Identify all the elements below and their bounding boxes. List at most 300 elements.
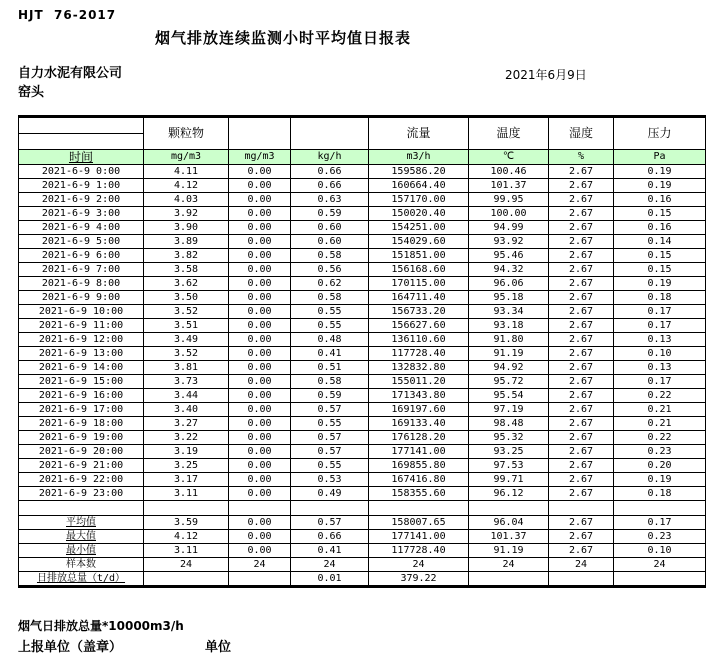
value-cell: 0.13	[614, 333, 706, 347]
value-cell: 156627.60	[369, 319, 469, 333]
hour-row	[19, 417, 706, 431]
value-cell: 0.13	[614, 361, 706, 375]
value-cell: 93.25	[469, 445, 549, 459]
col-header-pressure: 压力	[614, 117, 706, 150]
value-cell: 2.67	[549, 333, 614, 347]
time-column-label-cell	[19, 150, 144, 165]
value-cell: 176128.20	[369, 431, 469, 445]
value-cell: 3.27	[144, 417, 229, 431]
summary-label-cell	[19, 572, 144, 587]
time-cell: 2021-6-9 18:00	[19, 417, 144, 431]
value-cell: 3.11	[144, 544, 229, 558]
value-cell: 97.19	[469, 403, 549, 417]
value-cell: 0.14	[614, 235, 706, 249]
value-cell: 0.00	[229, 361, 291, 375]
value-cell: 4.11	[144, 165, 229, 179]
value-cell: 0.19	[614, 473, 706, 487]
value-cell: 0.10	[614, 347, 706, 361]
time-cell: 2021-6-9 14:00	[19, 361, 144, 375]
time-cell: 2021-6-9 3:00	[19, 207, 144, 221]
value-cell: 2.67	[549, 417, 614, 431]
value-cell: 2.67	[549, 530, 614, 544]
summary-label-cell	[19, 558, 144, 572]
value-cell: 0.59	[291, 389, 369, 403]
hour-row	[19, 221, 706, 235]
value-cell: 100.00	[469, 207, 549, 221]
value-cell: 0.19	[614, 179, 706, 193]
value-cell: 94.92	[469, 361, 549, 375]
empty-cell	[19, 501, 144, 516]
summary-label-cell	[19, 516, 144, 530]
value-cell: 0.49	[291, 487, 369, 501]
empty-cell	[369, 501, 469, 516]
value-cell: 2.67	[549, 431, 614, 445]
value-cell: 3.44	[144, 389, 229, 403]
value-cell: 158355.60	[369, 487, 469, 501]
value-cell: 0.51	[291, 361, 369, 375]
value-cell: 157170.00	[369, 193, 469, 207]
summary-row	[19, 530, 706, 544]
value-cell: 0.58	[291, 291, 369, 305]
value-cell: 164711.40	[369, 291, 469, 305]
value-cell: 3.59	[144, 516, 229, 530]
value-cell: 0.16	[614, 221, 706, 235]
hour-row	[19, 193, 706, 207]
time-cell: 2021-6-9 1:00	[19, 179, 144, 193]
value-cell	[229, 572, 291, 587]
value-cell: 96.06	[469, 277, 549, 291]
value-cell: 95.32	[469, 431, 549, 445]
empty-cell	[549, 501, 614, 516]
value-cell: 132832.80	[369, 361, 469, 375]
time-cell: 2021-6-9 10:00	[19, 305, 144, 319]
value-cell: 0.00	[229, 235, 291, 249]
value-cell: 2.67	[549, 207, 614, 221]
value-cell: 2.67	[549, 361, 614, 375]
empty-cell	[229, 501, 291, 516]
value-cell: 0.00	[229, 263, 291, 277]
value-cell: 3.89	[144, 235, 229, 249]
report-title: 烟气排放连续监测小时平均值日报表	[155, 29, 412, 47]
value-cell: 0.56	[291, 263, 369, 277]
hour-row	[19, 473, 706, 487]
value-cell: 2.67	[549, 291, 614, 305]
value-cell: 171343.80	[369, 389, 469, 403]
col-header-blank-1	[229, 117, 291, 150]
value-cell: 0.57	[291, 516, 369, 530]
value-cell: 0.66	[291, 530, 369, 544]
col-header-flow: 流量	[369, 117, 469, 150]
footer-note: 烟气日排放总量*10000m3/h	[18, 619, 184, 633]
empty-cell	[291, 501, 369, 516]
time-cell: 2021-6-9 23:00	[19, 487, 144, 501]
value-cell: 3.90	[144, 221, 229, 235]
value-cell: 0.60	[291, 235, 369, 249]
value-cell: 0.22	[614, 389, 706, 403]
hour-row	[19, 235, 706, 249]
summary-label: 最小值	[66, 545, 96, 556]
value-cell: 3.51	[144, 319, 229, 333]
group-header-row	[19, 117, 706, 134]
value-cell: 0.00	[229, 417, 291, 431]
value-cell: 3.52	[144, 305, 229, 319]
value-cell: 3.49	[144, 333, 229, 347]
value-cell: 177141.00	[369, 530, 469, 544]
hour-row	[19, 375, 706, 389]
time-cell: 2021-6-9 4:00	[19, 221, 144, 235]
col-header-blank-2	[291, 117, 369, 150]
value-cell: 0.00	[229, 165, 291, 179]
hour-row	[19, 319, 706, 333]
value-cell: 3.58	[144, 263, 229, 277]
value-cell: 0.53	[291, 473, 369, 487]
unit-cell-percent: %	[549, 150, 614, 165]
company-name: 自力水泥有限公司	[18, 66, 123, 81]
time-cell: 2021-6-9 9:00	[19, 291, 144, 305]
value-cell: 96.04	[469, 516, 549, 530]
value-cell: 2.67	[549, 277, 614, 291]
value-cell: 0.18	[614, 487, 706, 501]
summary-label-cell	[19, 530, 144, 544]
value-cell: 24	[229, 558, 291, 572]
value-cell: 2.67	[549, 459, 614, 473]
value-cell: 2.67	[549, 263, 614, 277]
value-cell: 3.92	[144, 207, 229, 221]
hour-row	[19, 459, 706, 473]
value-cell: 2.67	[549, 193, 614, 207]
unit-cell-mgm3: mg/m3	[229, 150, 291, 165]
value-cell: 24	[291, 558, 369, 572]
value-cell: 99.71	[469, 473, 549, 487]
value-cell: 24	[549, 558, 614, 572]
value-cell: 24	[614, 558, 706, 572]
value-cell: 0.66	[291, 179, 369, 193]
summary-row	[19, 558, 706, 572]
value-cell: 2.67	[549, 487, 614, 501]
value-cell: 2.67	[549, 445, 614, 459]
time-cell: 2021-6-9 0:00	[19, 165, 144, 179]
value-cell: 0.15	[614, 249, 706, 263]
value-cell: 0.00	[229, 389, 291, 403]
value-cell	[549, 572, 614, 587]
value-cell: 2.67	[549, 403, 614, 417]
hour-row	[19, 179, 706, 193]
value-cell: 0.00	[229, 333, 291, 347]
value-cell: 0.00	[229, 249, 291, 263]
time-cell: 2021-6-9 15:00	[19, 375, 144, 389]
value-cell: 2.67	[549, 389, 614, 403]
value-cell: 155011.20	[369, 375, 469, 389]
time-cell: 2021-6-9 21:00	[19, 459, 144, 473]
report-date: 2021年6月9日	[505, 68, 587, 82]
value-cell: 117728.40	[369, 347, 469, 361]
value-cell: 2.67	[549, 305, 614, 319]
value-cell: 93.92	[469, 235, 549, 249]
summary-label-cell	[19, 544, 144, 558]
value-cell: 0.21	[614, 403, 706, 417]
value-cell: 154251.00	[369, 221, 469, 235]
hour-row	[19, 431, 706, 445]
value-cell: 0.41	[291, 347, 369, 361]
value-cell: 0.15	[614, 263, 706, 277]
value-cell: 0.00	[229, 403, 291, 417]
unit-row	[19, 150, 706, 165]
value-cell: 24	[469, 558, 549, 572]
hour-row	[19, 249, 706, 263]
value-cell: 0.00	[229, 277, 291, 291]
time-cell: 2021-6-9 17:00	[19, 403, 144, 417]
value-cell: 2.67	[549, 347, 614, 361]
reporting-unit-label: 上报单位（盖章）	[18, 640, 123, 655]
value-cell: 150020.40	[369, 207, 469, 221]
value-cell: 0.00	[229, 516, 291, 530]
value-cell: 0.17	[614, 319, 706, 333]
value-cell: 156168.60	[369, 263, 469, 277]
hour-row	[19, 361, 706, 375]
time-cell: 2021-6-9 11:00	[19, 319, 144, 333]
value-cell: 3.17	[144, 473, 229, 487]
value-cell: 0.00	[229, 347, 291, 361]
value-cell: 3.19	[144, 445, 229, 459]
value-cell: 3.81	[144, 361, 229, 375]
summary-label: 平均值	[66, 517, 96, 528]
value-cell: 3.40	[144, 403, 229, 417]
value-cell: 91.19	[469, 544, 549, 558]
empty-cell	[469, 501, 549, 516]
value-cell: 0.66	[291, 165, 369, 179]
value-cell: 95.54	[469, 389, 549, 403]
value-cell: 0.17	[614, 516, 706, 530]
hour-row	[19, 487, 706, 501]
value-cell: 0.00	[229, 459, 291, 473]
unit-label: 单位	[205, 640, 232, 655]
value-cell: 0.00	[229, 221, 291, 235]
time-cell: 2021-6-9 6:00	[19, 249, 144, 263]
time-cell: 2021-6-9 2:00	[19, 193, 144, 207]
value-cell: 0.00	[229, 291, 291, 305]
value-cell: 0.00	[229, 431, 291, 445]
value-cell: 2.67	[549, 179, 614, 193]
value-cell: 379.22	[369, 572, 469, 587]
value-cell: 0.57	[291, 403, 369, 417]
value-cell: 0.17	[614, 375, 706, 389]
hour-row	[19, 333, 706, 347]
value-cell: 154029.60	[369, 235, 469, 249]
hour-row	[19, 347, 706, 361]
value-cell: 96.12	[469, 487, 549, 501]
value-cell: 95.46	[469, 249, 549, 263]
value-cell: 0.23	[614, 445, 706, 459]
unit-cell-celsius: ℃	[469, 150, 549, 165]
spacer-row	[19, 501, 706, 516]
value-cell: 3.25	[144, 459, 229, 473]
value-cell: 0.55	[291, 305, 369, 319]
hour-row	[19, 445, 706, 459]
value-cell: 24	[369, 558, 469, 572]
empty-cell	[614, 501, 706, 516]
col-header-particulate: 颗粒物	[144, 117, 229, 150]
time-cell: 2021-6-9 7:00	[19, 263, 144, 277]
value-cell: 0.20	[614, 459, 706, 473]
value-cell: 0.16	[614, 193, 706, 207]
value-cell: 0.00	[229, 473, 291, 487]
unit-cell-m3h: m3/h	[369, 150, 469, 165]
value-cell: 0.55	[291, 417, 369, 431]
value-cell: 93.18	[469, 319, 549, 333]
time-cell: 2021-6-9 20:00	[19, 445, 144, 459]
value-cell: 156733.20	[369, 305, 469, 319]
unit-cell-kgh: kg/h	[291, 150, 369, 165]
value-cell: 4.12	[144, 530, 229, 544]
summary-row	[19, 572, 706, 587]
hour-row	[19, 305, 706, 319]
summary-label: 日排放总量（t/d）	[36, 573, 126, 584]
value-cell: 169133.40	[369, 417, 469, 431]
summary-label: 样本数	[66, 559, 96, 570]
time-cell: 2021-6-9 5:00	[19, 235, 144, 249]
report-table	[18, 115, 706, 588]
value-cell: 0.00	[229, 487, 291, 501]
value-cell: 2.67	[549, 544, 614, 558]
value-cell: 101.37	[469, 530, 549, 544]
value-cell: 0.58	[291, 375, 369, 389]
summary-row	[19, 544, 706, 558]
value-cell: 0.00	[229, 544, 291, 558]
value-cell: 2.67	[549, 235, 614, 249]
value-cell: 2.67	[549, 319, 614, 333]
value-cell	[469, 572, 549, 587]
hour-row	[19, 277, 706, 291]
time-cell: 2021-6-9 8:00	[19, 277, 144, 291]
value-cell: 0.57	[291, 431, 369, 445]
value-cell: 3.82	[144, 249, 229, 263]
value-cell: 136110.60	[369, 333, 469, 347]
value-cell: 0.41	[291, 544, 369, 558]
value-cell: 0.59	[291, 207, 369, 221]
value-cell: 0.55	[291, 459, 369, 473]
value-cell: 2.67	[549, 165, 614, 179]
time-header-upper-cell	[19, 117, 144, 134]
value-cell: 170115.00	[369, 277, 469, 291]
value-cell: 0.63	[291, 193, 369, 207]
time-cell: 2021-6-9 22:00	[19, 473, 144, 487]
value-cell: 0.19	[614, 277, 706, 291]
value-cell: 3.50	[144, 291, 229, 305]
value-cell	[614, 572, 706, 587]
value-cell: 2.67	[549, 221, 614, 235]
value-cell: 94.99	[469, 221, 549, 235]
unit-cell-pa: Pa	[614, 150, 706, 165]
value-cell: 0.21	[614, 417, 706, 431]
value-cell: 0.00	[229, 530, 291, 544]
hour-row	[19, 263, 706, 277]
value-cell: 4.12	[144, 179, 229, 193]
value-cell: 101.37	[469, 179, 549, 193]
value-cell: 0.00	[229, 445, 291, 459]
value-cell: 0.18	[614, 291, 706, 305]
value-cell: 0.55	[291, 319, 369, 333]
value-cell: 2.67	[549, 516, 614, 530]
monitoring-point: 窑头	[18, 85, 45, 100]
value-cell: 0.22	[614, 431, 706, 445]
value-cell: 0.62	[291, 277, 369, 291]
value-cell: 3.73	[144, 375, 229, 389]
value-cell: 0.19	[614, 165, 706, 179]
summary-row	[19, 516, 706, 530]
value-cell: 0.10	[614, 544, 706, 558]
value-cell: 0.23	[614, 530, 706, 544]
time-header-lower-cell	[19, 134, 144, 150]
value-cell: 3.62	[144, 277, 229, 291]
time-cell: 2021-6-9 16:00	[19, 389, 144, 403]
value-cell: 0.60	[291, 221, 369, 235]
hour-row	[19, 389, 706, 403]
time-column-label: 时间	[68, 150, 93, 164]
value-cell: 97.53	[469, 459, 549, 473]
time-cell: 2021-6-9 13:00	[19, 347, 144, 361]
value-cell: 100.46	[469, 165, 549, 179]
value-cell: 0.00	[229, 305, 291, 319]
value-cell: 169855.80	[369, 459, 469, 473]
value-cell: 3.11	[144, 487, 229, 501]
value-cell: 2.67	[549, 473, 614, 487]
empty-cell	[144, 501, 229, 516]
value-cell: 0.00	[229, 319, 291, 333]
value-cell: 99.95	[469, 193, 549, 207]
summary-label: 最大值	[66, 531, 96, 542]
hour-row	[19, 291, 706, 305]
value-cell: 94.32	[469, 263, 549, 277]
hour-row	[19, 403, 706, 417]
value-cell: 4.03	[144, 193, 229, 207]
value-cell: 0.48	[291, 333, 369, 347]
col-header-temperature: 温度	[469, 117, 549, 150]
value-cell: 0.01	[291, 572, 369, 587]
value-cell: 0.17	[614, 305, 706, 319]
value-cell: 0.00	[229, 179, 291, 193]
value-cell: 2.67	[549, 249, 614, 263]
value-cell: 24	[144, 558, 229, 572]
value-cell: 0.15	[614, 207, 706, 221]
value-cell: 167416.80	[369, 473, 469, 487]
value-cell: 160664.40	[369, 179, 469, 193]
value-cell: 117728.40	[369, 544, 469, 558]
value-cell: 3.52	[144, 347, 229, 361]
value-cell: 2.67	[549, 375, 614, 389]
value-cell: 0.00	[229, 375, 291, 389]
time-cell: 2021-6-9 19:00	[19, 431, 144, 445]
value-cell: 91.80	[469, 333, 549, 347]
col-header-humidity: 湿度	[549, 117, 614, 150]
value-cell	[144, 572, 229, 587]
value-cell: 177141.00	[369, 445, 469, 459]
value-cell: 0.58	[291, 249, 369, 263]
value-cell: 0.00	[229, 207, 291, 221]
standard-code: HJT 76-2017	[18, 8, 117, 22]
unit-cell-particulate-mgm3: mg/m3	[144, 150, 229, 165]
hour-row	[19, 207, 706, 221]
value-cell: 98.48	[469, 417, 549, 431]
value-cell: 0.00	[229, 193, 291, 207]
value-cell: 93.34	[469, 305, 549, 319]
value-cell: 95.18	[469, 291, 549, 305]
value-cell: 151851.00	[369, 249, 469, 263]
time-cell: 2021-6-9 12:00	[19, 333, 144, 347]
value-cell: 3.22	[144, 431, 229, 445]
hour-row	[19, 165, 706, 179]
value-cell: 158007.65	[369, 516, 469, 530]
value-cell: 0.57	[291, 445, 369, 459]
